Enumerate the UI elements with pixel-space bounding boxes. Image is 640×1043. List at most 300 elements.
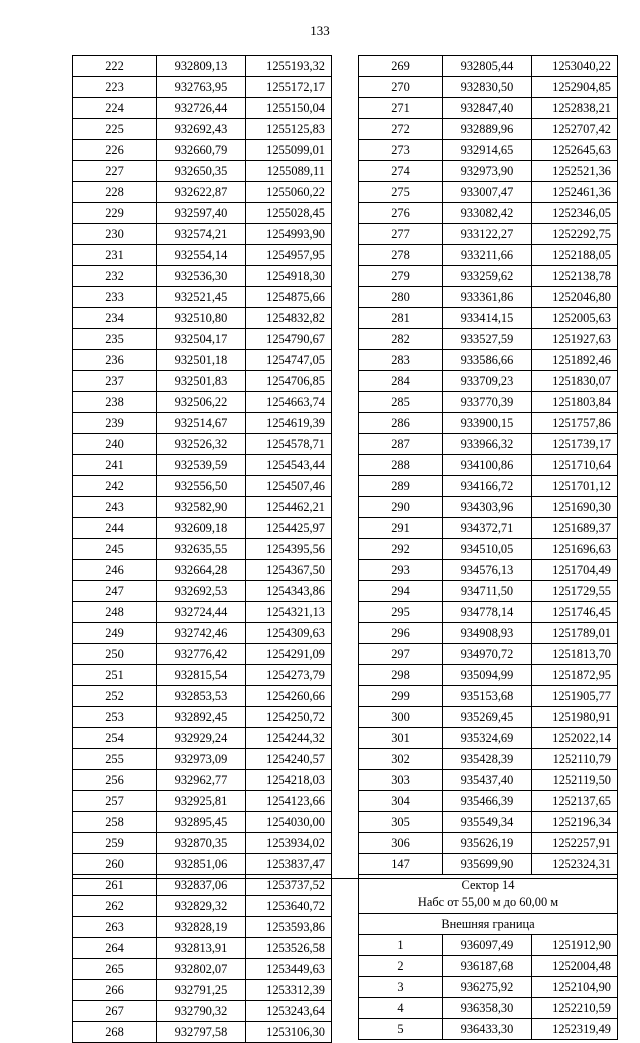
table-row xyxy=(73,371,332,392)
x-coordinate: 932692,43 xyxy=(157,119,246,140)
y-coordinate: 1252707,42 xyxy=(532,119,618,140)
x-coordinate: 935699,90 xyxy=(443,854,532,875)
table-row xyxy=(73,665,332,686)
y-coordinate: 1254250,72 xyxy=(246,707,332,728)
x-coordinate: 934576,13 xyxy=(443,560,532,581)
table-row xyxy=(359,203,618,224)
y-coordinate: 1254030,00 xyxy=(246,812,332,833)
y-coordinate: 1252292,75 xyxy=(532,224,618,245)
boundary-header xyxy=(359,914,618,935)
point-number: 305 xyxy=(359,812,443,833)
x-coordinate: 932501,83 xyxy=(157,371,246,392)
point-number: 285 xyxy=(359,392,443,413)
x-coordinate: 933007,47 xyxy=(443,182,532,203)
x-coordinate: 932853,53 xyxy=(157,686,246,707)
table-row xyxy=(359,140,618,161)
x-coordinate: 932510,80 xyxy=(157,308,246,329)
y-coordinate: 1253837,47 xyxy=(246,854,332,875)
table-row xyxy=(73,56,332,77)
table-row xyxy=(359,833,618,854)
y-coordinate: 1254832,82 xyxy=(246,308,332,329)
x-coordinate: 932870,35 xyxy=(157,833,246,854)
table-row xyxy=(359,770,618,791)
point-number: 1 xyxy=(359,935,443,956)
x-coordinate: 932763,95 xyxy=(157,77,246,98)
y-coordinate: 1254507,46 xyxy=(246,476,332,497)
x-coordinate: 933414,15 xyxy=(443,308,532,329)
y-coordinate: 1252138,78 xyxy=(532,266,618,287)
table-row xyxy=(73,518,332,539)
y-coordinate: 1254790,67 xyxy=(246,329,332,350)
x-coordinate: 936097,49 xyxy=(443,935,532,956)
y-coordinate: 1255099,01 xyxy=(246,140,332,161)
x-coordinate: 936187,68 xyxy=(443,956,532,977)
table-row xyxy=(73,644,332,665)
table-row xyxy=(359,602,618,623)
point-number: 277 xyxy=(359,224,443,245)
table-row xyxy=(73,350,332,371)
x-coordinate: 933900,15 xyxy=(443,413,532,434)
x-coordinate: 932829,32 xyxy=(157,896,246,917)
x-coordinate: 932847,40 xyxy=(443,98,532,119)
point-number: 252 xyxy=(73,686,157,707)
x-coordinate: 935428,39 xyxy=(443,749,532,770)
y-coordinate: 1252346,05 xyxy=(532,203,618,224)
y-coordinate: 1252461,36 xyxy=(532,182,618,203)
point-number: 241 xyxy=(73,455,157,476)
x-coordinate: 933709,23 xyxy=(443,371,532,392)
table-row xyxy=(73,497,332,518)
table-row xyxy=(359,308,618,329)
x-coordinate: 933259,62 xyxy=(443,266,532,287)
x-coordinate: 933211,66 xyxy=(443,245,532,266)
y-coordinate: 1251689,37 xyxy=(532,518,618,539)
sector-subtitle: Набс от 55,00 м до 60,00 м xyxy=(417,895,559,909)
y-coordinate: 1252210,59 xyxy=(532,998,618,1019)
y-coordinate: 1254321,13 xyxy=(246,602,332,623)
table-row xyxy=(73,224,332,245)
point-number: 223 xyxy=(73,77,157,98)
y-coordinate: 1254747,05 xyxy=(246,350,332,371)
y-coordinate: 1252046,80 xyxy=(532,287,618,308)
table-row xyxy=(73,749,332,770)
y-coordinate: 1251813,70 xyxy=(532,644,618,665)
x-coordinate: 935466,39 xyxy=(443,791,532,812)
table-row xyxy=(73,539,332,560)
point-number: 250 xyxy=(73,644,157,665)
y-coordinate: 1251739,17 xyxy=(532,434,618,455)
table-row xyxy=(73,119,332,140)
table-row xyxy=(73,1001,332,1022)
y-coordinate: 1254343,86 xyxy=(246,581,332,602)
table-row xyxy=(359,413,618,434)
x-coordinate: 932929,24 xyxy=(157,728,246,749)
point-number: 278 xyxy=(359,245,443,266)
x-coordinate: 932536,30 xyxy=(157,266,246,287)
y-coordinate: 1254957,95 xyxy=(246,245,332,266)
point-number: 256 xyxy=(73,770,157,791)
table-row xyxy=(359,392,618,413)
y-coordinate: 1251803,84 xyxy=(532,392,618,413)
y-coordinate: 1254291,09 xyxy=(246,644,332,665)
table-row xyxy=(359,665,618,686)
x-coordinate: 934510,05 xyxy=(443,539,532,560)
y-coordinate: 1254367,50 xyxy=(246,560,332,581)
point-number: 306 xyxy=(359,833,443,854)
x-coordinate: 933082,42 xyxy=(443,203,532,224)
y-coordinate: 1254993,90 xyxy=(246,224,332,245)
y-coordinate: 1255028,45 xyxy=(246,203,332,224)
table-row xyxy=(359,644,618,665)
point-number: 269 xyxy=(359,56,443,77)
point-number: 4 xyxy=(359,998,443,1019)
x-coordinate: 933586,66 xyxy=(443,350,532,371)
y-coordinate: 1255060,22 xyxy=(246,182,332,203)
bottom-rule xyxy=(72,878,618,879)
x-coordinate: 932521,45 xyxy=(157,287,246,308)
x-coordinate: 932790,32 xyxy=(157,1001,246,1022)
x-coordinate: 934166,72 xyxy=(443,476,532,497)
point-number: 299 xyxy=(359,686,443,707)
point-number: 253 xyxy=(73,707,157,728)
table-row xyxy=(73,266,332,287)
x-coordinate: 932802,07 xyxy=(157,959,246,980)
table-row xyxy=(73,140,332,161)
x-coordinate: 932660,79 xyxy=(157,140,246,161)
point-number: 245 xyxy=(73,539,157,560)
table-row xyxy=(73,707,332,728)
table-row xyxy=(359,161,618,182)
point-number: 266 xyxy=(73,980,157,1001)
x-coordinate: 932791,25 xyxy=(157,980,246,1001)
table-row xyxy=(73,959,332,980)
x-coordinate: 932813,91 xyxy=(157,938,246,959)
y-coordinate: 1255193,32 xyxy=(246,56,332,77)
y-coordinate: 1251746,45 xyxy=(532,602,618,623)
table-row xyxy=(73,728,332,749)
x-coordinate: 932895,45 xyxy=(157,812,246,833)
table-row xyxy=(73,287,332,308)
x-coordinate: 932526,32 xyxy=(157,434,246,455)
sector-title: Сектор 14 xyxy=(461,878,515,892)
x-coordinate: 933527,59 xyxy=(443,329,532,350)
point-number: 258 xyxy=(73,812,157,833)
x-coordinate: 934908,93 xyxy=(443,623,532,644)
y-coordinate: 1252838,21 xyxy=(532,98,618,119)
point-number: 2 xyxy=(359,956,443,977)
point-number: 302 xyxy=(359,749,443,770)
point-number: 243 xyxy=(73,497,157,518)
x-coordinate: 932797,58 xyxy=(157,1022,246,1043)
table-row xyxy=(73,329,332,350)
y-coordinate: 1254425,97 xyxy=(246,518,332,539)
point-number: 235 xyxy=(73,329,157,350)
y-coordinate: 1252257,91 xyxy=(532,833,618,854)
x-coordinate: 933966,32 xyxy=(443,434,532,455)
y-coordinate: 1252521,36 xyxy=(532,161,618,182)
point-number: 282 xyxy=(359,329,443,350)
y-coordinate: 1252022,14 xyxy=(532,728,618,749)
table-row xyxy=(359,791,618,812)
table-row xyxy=(73,245,332,266)
y-coordinate: 1253312,39 xyxy=(246,980,332,1001)
y-coordinate: 1254543,44 xyxy=(246,455,332,476)
point-number: 228 xyxy=(73,182,157,203)
x-coordinate: 932828,19 xyxy=(157,917,246,938)
x-coordinate: 934970,72 xyxy=(443,644,532,665)
x-coordinate: 932506,22 xyxy=(157,392,246,413)
point-number: 298 xyxy=(359,665,443,686)
y-coordinate: 1255150,04 xyxy=(246,98,332,119)
y-coordinate: 1252005,63 xyxy=(532,308,618,329)
x-coordinate: 933361,86 xyxy=(443,287,532,308)
x-coordinate: 932925,81 xyxy=(157,791,246,812)
y-coordinate: 1252137,65 xyxy=(532,791,618,812)
point-number: 226 xyxy=(73,140,157,161)
y-coordinate: 1252904,85 xyxy=(532,77,618,98)
table-row xyxy=(73,476,332,497)
point-number: 232 xyxy=(73,266,157,287)
point-number: 301 xyxy=(359,728,443,749)
x-coordinate: 935437,40 xyxy=(443,770,532,791)
y-coordinate: 1253640,72 xyxy=(246,896,332,917)
y-coordinate: 1252188,05 xyxy=(532,245,618,266)
y-coordinate: 1254273,79 xyxy=(246,665,332,686)
table-row xyxy=(359,182,618,203)
point-number: 254 xyxy=(73,728,157,749)
point-number: 273 xyxy=(359,140,443,161)
y-coordinate: 1254663,74 xyxy=(246,392,332,413)
x-coordinate: 932742,46 xyxy=(157,623,246,644)
y-coordinate: 1254875,66 xyxy=(246,287,332,308)
table-row xyxy=(73,833,332,854)
table-row xyxy=(73,455,332,476)
y-coordinate: 1251927,63 xyxy=(532,329,618,350)
table-row xyxy=(359,998,618,1019)
table-row xyxy=(73,560,332,581)
y-coordinate: 1254218,03 xyxy=(246,770,332,791)
point-number: 246 xyxy=(73,560,157,581)
point-number: 291 xyxy=(359,518,443,539)
y-coordinate: 1251789,01 xyxy=(532,623,618,644)
y-coordinate: 1251912,90 xyxy=(532,935,618,956)
y-coordinate: 1251905,77 xyxy=(532,686,618,707)
table-row xyxy=(359,812,618,833)
table-row xyxy=(359,329,618,350)
table-row xyxy=(359,224,618,245)
sector-header xyxy=(359,875,618,914)
x-coordinate: 933122,27 xyxy=(443,224,532,245)
table-row xyxy=(73,77,332,98)
point-number: 295 xyxy=(359,602,443,623)
table-row xyxy=(359,1019,618,1040)
y-coordinate: 1254123,66 xyxy=(246,791,332,812)
point-number: 286 xyxy=(359,413,443,434)
x-coordinate: 932889,96 xyxy=(443,119,532,140)
table-row xyxy=(73,98,332,119)
point-number: 229 xyxy=(73,203,157,224)
coordinates-table-left xyxy=(72,55,332,1043)
point-number: 271 xyxy=(359,98,443,119)
table-row xyxy=(73,917,332,938)
table-row xyxy=(73,434,332,455)
point-number: 249 xyxy=(73,623,157,644)
y-coordinate: 1253737,52 xyxy=(246,875,332,896)
point-number: 303 xyxy=(359,770,443,791)
table-row xyxy=(359,287,618,308)
table-row xyxy=(359,977,618,998)
y-coordinate: 1252196,34 xyxy=(532,812,618,833)
x-coordinate: 933770,39 xyxy=(443,392,532,413)
y-coordinate: 1252319,49 xyxy=(532,1019,618,1040)
x-coordinate: 932597,40 xyxy=(157,203,246,224)
table-row xyxy=(359,728,618,749)
x-coordinate: 932501,18 xyxy=(157,350,246,371)
point-number: 227 xyxy=(73,161,157,182)
point-number: 267 xyxy=(73,1001,157,1022)
page-number: 133 xyxy=(310,23,330,38)
x-coordinate: 935094,99 xyxy=(443,665,532,686)
point-number: 289 xyxy=(359,476,443,497)
point-number: 279 xyxy=(359,266,443,287)
y-coordinate: 1254309,63 xyxy=(246,623,332,644)
sector-header-row xyxy=(359,875,618,914)
x-coordinate: 935269,45 xyxy=(443,707,532,728)
y-coordinate: 1251872,95 xyxy=(532,665,618,686)
table-row xyxy=(359,56,618,77)
table-row xyxy=(73,854,332,875)
x-coordinate: 932635,55 xyxy=(157,539,246,560)
coordinates-table-right xyxy=(358,55,618,1040)
point-number: 288 xyxy=(359,455,443,476)
point-number: 240 xyxy=(73,434,157,455)
y-coordinate: 1252645,63 xyxy=(532,140,618,161)
x-coordinate: 932973,09 xyxy=(157,749,246,770)
y-coordinate: 1251980,91 xyxy=(532,707,618,728)
point-number: 270 xyxy=(359,77,443,98)
y-coordinate: 1255125,83 xyxy=(246,119,332,140)
point-number: 294 xyxy=(359,581,443,602)
y-coordinate: 1251830,07 xyxy=(532,371,618,392)
y-coordinate: 1254706,85 xyxy=(246,371,332,392)
x-coordinate: 934711,50 xyxy=(443,581,532,602)
point-number: 274 xyxy=(359,161,443,182)
y-coordinate: 1253526,58 xyxy=(246,938,332,959)
table-row xyxy=(359,956,618,977)
point-number: 275 xyxy=(359,182,443,203)
x-coordinate: 932776,42 xyxy=(157,644,246,665)
point-number: 296 xyxy=(359,623,443,644)
x-coordinate: 932851,06 xyxy=(157,854,246,875)
table-row xyxy=(359,935,618,956)
x-coordinate: 932830,50 xyxy=(443,77,532,98)
y-coordinate: 1254578,71 xyxy=(246,434,332,455)
table-row xyxy=(73,182,332,203)
table-row xyxy=(73,812,332,833)
y-coordinate: 1252110,79 xyxy=(532,749,618,770)
table-row xyxy=(73,1022,332,1043)
table-row xyxy=(359,497,618,518)
y-coordinate: 1253040,22 xyxy=(532,56,618,77)
point-number: 251 xyxy=(73,665,157,686)
y-coordinate: 1254918,30 xyxy=(246,266,332,287)
x-coordinate: 932805,44 xyxy=(443,56,532,77)
table-row xyxy=(359,266,618,287)
x-coordinate: 936433,30 xyxy=(443,1019,532,1040)
y-coordinate: 1253934,02 xyxy=(246,833,332,854)
point-number: 238 xyxy=(73,392,157,413)
point-number: 304 xyxy=(359,791,443,812)
x-coordinate: 935324,69 xyxy=(443,728,532,749)
point-number: 281 xyxy=(359,308,443,329)
x-coordinate: 932837,06 xyxy=(157,875,246,896)
table-row xyxy=(359,707,618,728)
x-coordinate: 932664,28 xyxy=(157,560,246,581)
y-coordinate: 1255172,17 xyxy=(246,77,332,98)
y-coordinate: 1253106,30 xyxy=(246,1022,332,1043)
table-row xyxy=(73,980,332,1001)
table-row xyxy=(359,623,618,644)
table-row xyxy=(73,203,332,224)
x-coordinate: 932514,67 xyxy=(157,413,246,434)
table-row xyxy=(73,161,332,182)
point-number: 264 xyxy=(73,938,157,959)
y-coordinate: 1251757,86 xyxy=(532,413,618,434)
point-number: 247 xyxy=(73,581,157,602)
x-coordinate: 932726,44 xyxy=(157,98,246,119)
table-row xyxy=(73,791,332,812)
y-coordinate: 1254240,57 xyxy=(246,749,332,770)
point-number: 257 xyxy=(73,791,157,812)
point-number: 287 xyxy=(359,434,443,455)
point-number: 239 xyxy=(73,413,157,434)
x-coordinate: 932556,50 xyxy=(157,476,246,497)
point-number: 242 xyxy=(73,476,157,497)
y-coordinate: 1253593,86 xyxy=(246,917,332,938)
point-number: 237 xyxy=(73,371,157,392)
y-coordinate: 1252004,48 xyxy=(532,956,618,977)
point-number: 272 xyxy=(359,119,443,140)
point-number: 293 xyxy=(359,560,443,581)
table-row xyxy=(73,413,332,434)
table-row xyxy=(359,560,618,581)
x-coordinate: 932622,87 xyxy=(157,182,246,203)
point-number: 290 xyxy=(359,497,443,518)
point-number: 268 xyxy=(73,1022,157,1043)
table-row xyxy=(73,581,332,602)
point-number: 261 xyxy=(73,875,157,896)
table-row xyxy=(73,686,332,707)
point-number: 224 xyxy=(73,98,157,119)
x-coordinate: 932724,44 xyxy=(157,602,246,623)
table-row xyxy=(73,602,332,623)
table-row xyxy=(359,581,618,602)
x-coordinate: 932574,21 xyxy=(157,224,246,245)
table-row xyxy=(359,350,618,371)
point-number: 263 xyxy=(73,917,157,938)
x-coordinate: 932892,45 xyxy=(157,707,246,728)
boundary-header-row xyxy=(359,914,618,935)
y-coordinate: 1251710,64 xyxy=(532,455,618,476)
point-number: 3 xyxy=(359,977,443,998)
y-coordinate: 1251701,12 xyxy=(532,476,618,497)
x-coordinate: 934303,96 xyxy=(443,497,532,518)
y-coordinate: 1251704,49 xyxy=(532,560,618,581)
x-coordinate: 934778,14 xyxy=(443,602,532,623)
point-number: 265 xyxy=(73,959,157,980)
point-number: 259 xyxy=(73,833,157,854)
table-row xyxy=(359,245,618,266)
